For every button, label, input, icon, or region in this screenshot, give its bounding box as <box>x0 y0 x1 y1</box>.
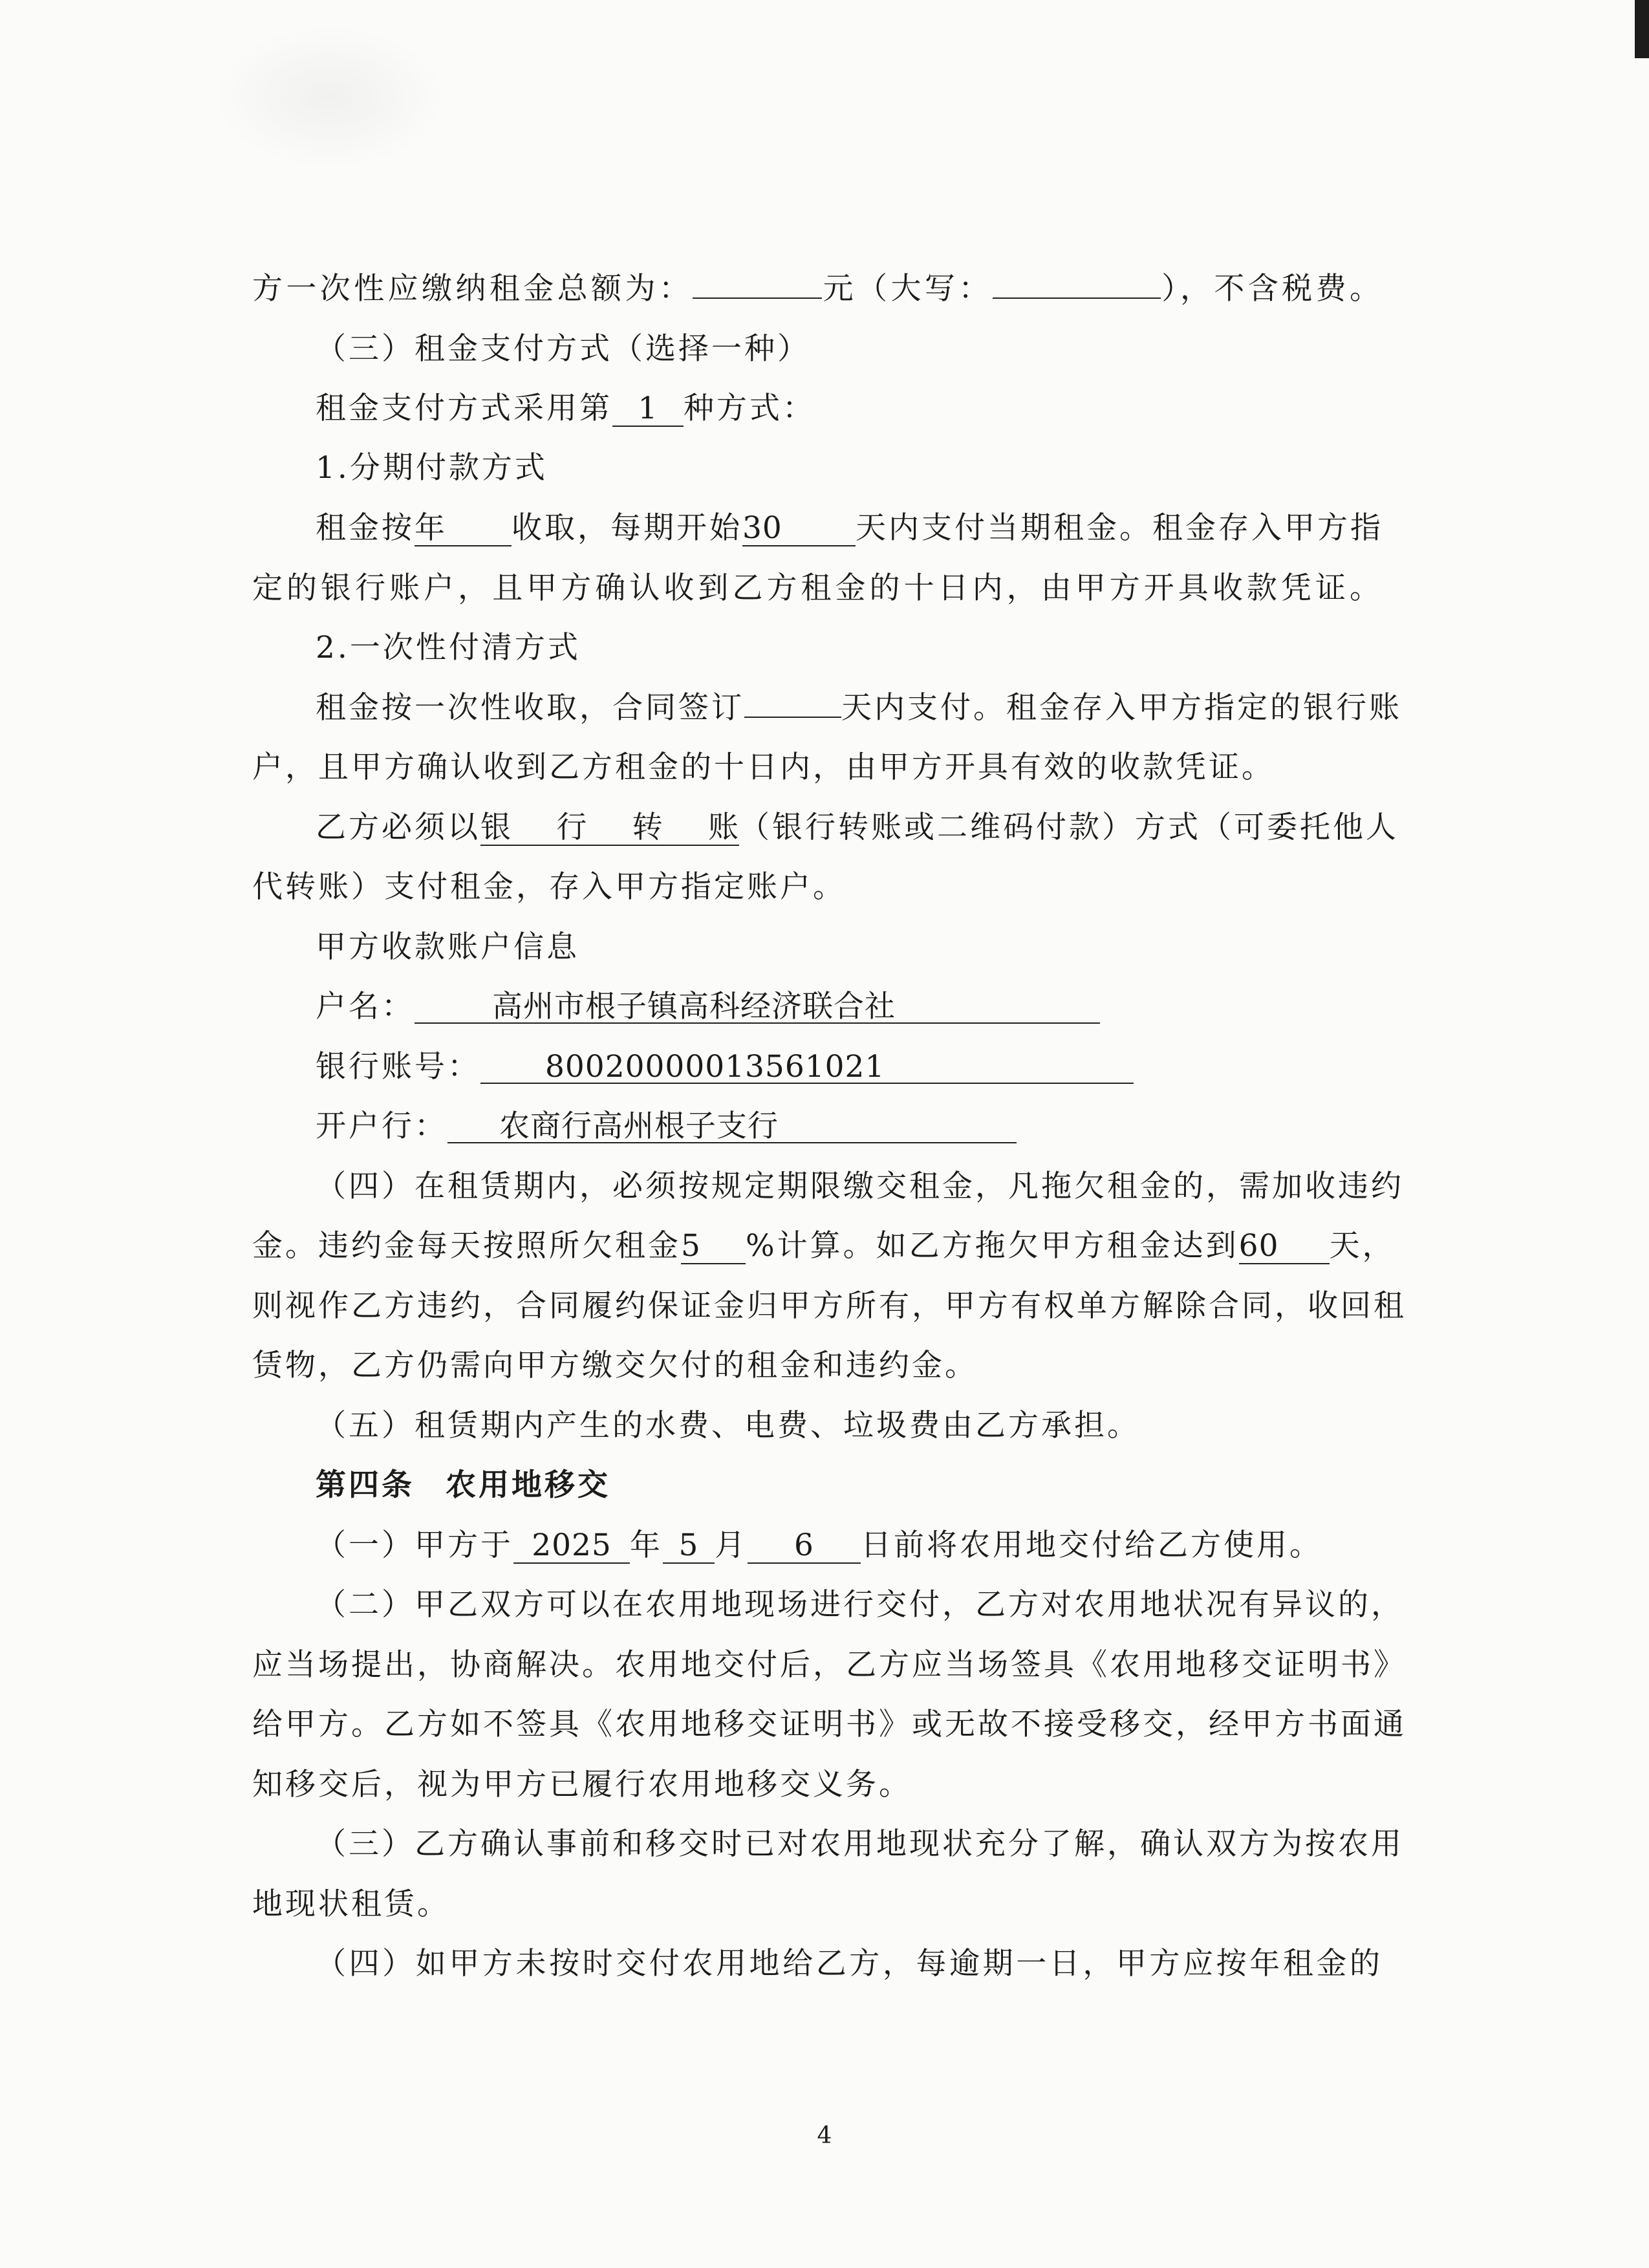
account-name-label: 户名： <box>316 989 415 1024</box>
article-title: 农用地移交 <box>446 1467 610 1503</box>
late-delivery-line: （四）如甲方未按时交付农用地给乙方，每逾期一日，甲方应按年租金的 <box>316 1946 1383 1982</box>
current-condition-continued: 地现状租赁。 <box>252 1886 450 1922</box>
handover-site-continued-2: 给甲方。乙方如不签具《农用地移交证明书》或无故不接受移交，经甲方书面通 <box>252 1707 1406 1742</box>
payment-method-choice-line: 租金支付方式采用第 1 种方式： <box>316 391 815 426</box>
account-number-line <box>316 1048 1383 1086</box>
handover-month: 5 <box>663 1529 715 1564</box>
breach-continued: 赁物，乙方仍需向甲方缴交欠付的租金和违约金。 <box>252 1348 978 1383</box>
handover-year: 2025 <box>513 1529 630 1564</box>
late-payment-line: （四）在租赁期内，必须按规定期限缴交租金，凡拖欠租金的，需加收违约 <box>316 1169 1404 1204</box>
lump-sum-line: 租金按一次性收取，合同签订 天内支付。租金存入甲方指定的银行账 <box>316 690 1402 726</box>
penalty-rate-line: 金。违约金每天按照所欠租金5 %计算。如乙方拖欠甲方租金达到60 天， <box>252 1228 1396 1264</box>
bank-branch-line <box>316 1107 1383 1146</box>
page-number: 4 <box>817 2122 832 2149</box>
handover-site-continued-1: 应当场提出，协商解决。农用地交付后，乙方应当场签具《农用地移交证明书》 <box>252 1647 1406 1683</box>
total-rent-words-blank <box>993 272 1161 299</box>
account-number-label: 银行账号： <box>316 1049 480 1085</box>
handover-site-line: （二）甲乙双方可以在农用地现场进行交付，乙方对农用地状况有异议的， <box>316 1587 1404 1623</box>
account-name-line <box>316 988 1383 1026</box>
lump-sum-heading: 2.一次性付清方式 <box>316 630 581 665</box>
installment-period: 年 <box>415 512 512 546</box>
installment-continued: 定的银行账户，且甲方确认收到乙方租金的十日内，由甲方开具收款凭证。 <box>252 570 1383 606</box>
handover-date-line: （一）甲方于 2025 年 5 月 6 日前将农用地交付给乙方使用。 <box>316 1528 1322 1563</box>
lump-sum-continued: 户，且甲方确认收到乙方租金的十日内，由甲方开具有效的收款凭证。 <box>252 750 1275 785</box>
article-number: 第四条 <box>316 1467 415 1503</box>
breach-line: 则视作乙方违约，合同履约保证金归甲方所有，甲方有权单方解除合同，收回租 <box>252 1288 1406 1324</box>
utilities-line: （五）租赁期内产生的水费、电费、垃圾费由乙方承担。 <box>316 1408 1140 1443</box>
installment-line: 租金按年 收取，每期开始30 天内支付当期租金。租金存入甲方指 <box>316 510 1383 546</box>
transfer-method-line: 乙方必须以银行转账（银行转账或二维码付款）方式（可委托他人 <box>316 810 1399 845</box>
payment-method-choice: 1 <box>612 392 684 427</box>
account-number-value: 80020000013561021 <box>480 1050 1134 1084</box>
handover-site-continued-3: 知移交后，视为甲方已履行农用地移交义务。 <box>252 1767 912 1802</box>
transfer-method-continued: 代转账）支付租金，存入甲方指定账户。 <box>252 869 846 905</box>
transfer-method: 银行转账 <box>480 810 739 845</box>
penalty-rate: 5 <box>681 1229 746 1264</box>
bank-branch-value: 农商行高州根子支行 <box>447 1110 1017 1143</box>
account-info-heading: 甲方收款账户信息 <box>316 929 579 965</box>
total-rent-blank <box>693 272 822 299</box>
lump-sum-days-blank <box>744 691 841 718</box>
account-name-value: 高州市根子镇高科经济联合社 <box>415 990 1100 1024</box>
handover-day: 6 <box>748 1529 861 1564</box>
installment-heading: 1.分期付款方式 <box>316 450 548 486</box>
payment-method-heading: （三）租金支付方式（选择一种） <box>316 331 810 367</box>
article-four-heading <box>316 1466 1383 1505</box>
current-condition-line: （三）乙方确认事前和移交时已对农用地现状充分了解，确认双方为按农用 <box>316 1826 1404 1862</box>
total-rent-line: 方一次性应缴纳租金总额为： 元（大写： ），不含税费。 <box>252 271 1383 307</box>
overdue-days: 60 <box>1239 1229 1330 1264</box>
installment-days: 30 <box>742 512 856 546</box>
bank-branch-label: 开户行： <box>316 1108 447 1144</box>
